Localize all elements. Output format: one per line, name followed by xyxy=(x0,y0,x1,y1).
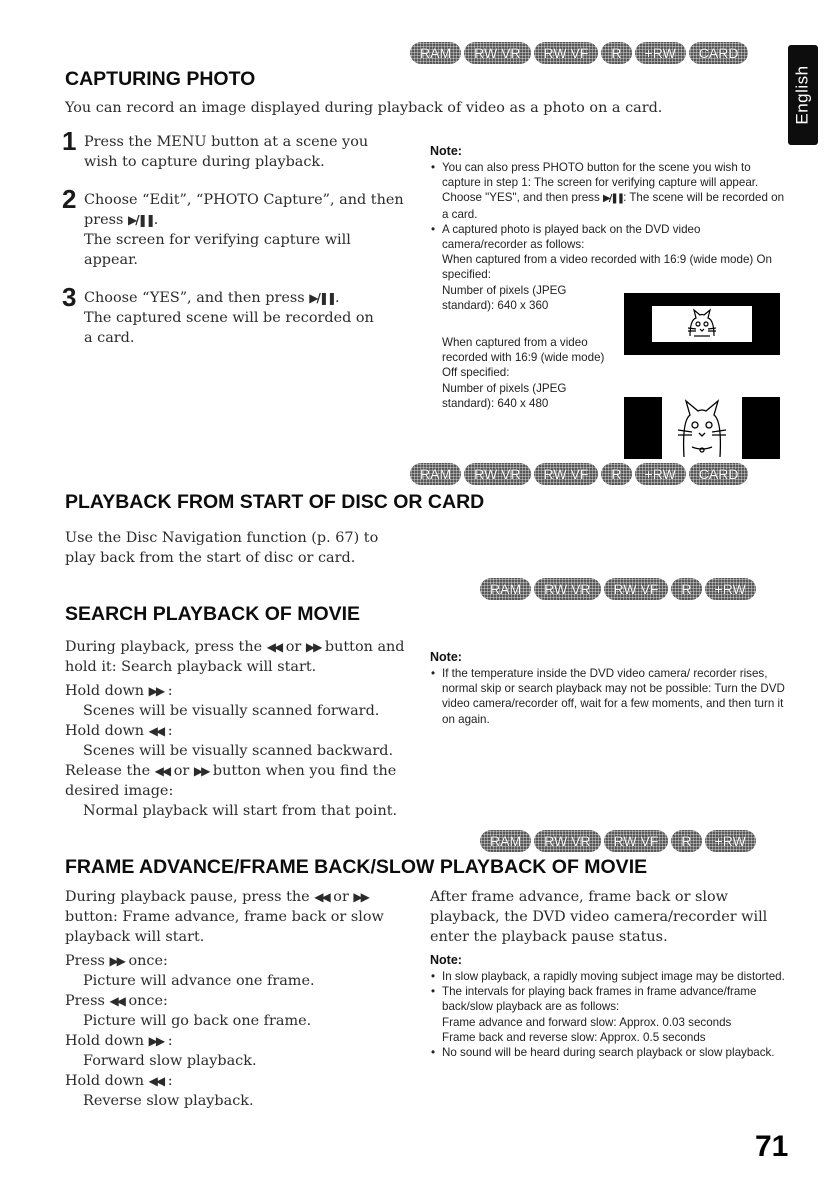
search-hold-rew-desc: Scenes will be visually scanned backward. xyxy=(83,743,394,759)
fast-forward-icon: ▶▶ xyxy=(305,640,321,654)
frame-hold-rew: Hold down ◀◀ : xyxy=(65,1073,173,1089)
capture-step-1 xyxy=(62,128,407,172)
rewind-icon: ◀◀ xyxy=(266,640,282,654)
capture-notes xyxy=(430,144,785,411)
fast-forward-icon: ▶▶ xyxy=(148,1034,164,1048)
note-wide-on-pixels: Number of pixels (JPEG standard): 640 x 360 xyxy=(442,283,567,312)
frame-hold-ff-desc: Forward slow playback. xyxy=(83,1053,257,1069)
badge-rw-vr: RW VR xyxy=(534,578,600,600)
search-intro: During playback, press the ◀◀ or ▶▶ button and hold it: Search playback will start. xyxy=(65,639,405,675)
badge-ram: RAM xyxy=(410,463,461,485)
step-text: Choose “Edit”, “PHOTO Capture”, and then press xyxy=(84,192,404,228)
cat-image-icon xyxy=(652,306,752,342)
note-wide-on: When captured from a video recorded with 16:9 (wide mode) On specified: xyxy=(442,253,772,282)
cat-image-icon xyxy=(662,397,742,459)
badge-plus-rw: +RW xyxy=(705,830,756,852)
note-heading: Note: xyxy=(430,144,462,158)
badge-plus-rw: +RW xyxy=(635,42,686,64)
badge-rw-vf: RW VF xyxy=(604,578,669,600)
capture-title: CAPTURING PHOTO xyxy=(65,68,256,90)
badge-rw-vr: RW VR xyxy=(534,830,600,852)
play-pause-icon: ▶/❚❚ xyxy=(309,291,335,305)
note-item: • A captured photo is played back on the DVD video camera/recorder as follows: When captured from a video recorded with 16:9 (wide mode) On specified: xyxy=(430,222,785,283)
note-wide-off: When captured from a video recorded with 16:9 (wide mode) Off specified: xyxy=(442,336,605,380)
rewind-icon: ◀◀ xyxy=(148,724,164,738)
fast-forward-icon: ▶▶ xyxy=(353,890,368,904)
badge-card: CARD xyxy=(689,42,749,64)
step-text-result: The screen for verifying capture will appear. xyxy=(84,232,351,268)
fast-forward-icon: ▶▶ xyxy=(109,954,124,968)
frame-after-text: After frame advance, frame back or slow playback, the DVD video camera/recorder will enter the playback pause status. xyxy=(430,889,768,945)
search-hold-rew: Hold down ◀◀ : xyxy=(65,723,173,739)
note-interval-forward: Frame advance and forward slow: Approx. 0.03 seconds xyxy=(442,1015,732,1029)
fast-forward-icon: ▶▶ xyxy=(148,684,164,698)
frame-press-rew-desc: Picture will go back one frame. xyxy=(83,1013,312,1029)
search-body xyxy=(65,637,415,821)
search-release: Release the ◀◀ or ▶▶ button when you find the desired image: xyxy=(65,763,397,799)
rewind-icon: ◀◀ xyxy=(109,994,124,1008)
badge-r: R xyxy=(671,578,701,600)
note-item: • In slow playback, a rapidly moving subject image may be distorted. xyxy=(430,969,785,984)
note-heading: Note: xyxy=(430,650,462,664)
frame-body xyxy=(65,887,395,1111)
frame-press-rew: Press ◀◀ once: xyxy=(65,993,168,1009)
badge-r: R xyxy=(671,830,701,852)
note-item: • If the temperature inside the DVD video camera/ recorder rises, normal skip or search playback may not be possible: Turn the DVD video camera/recorder off, wait for a few moments, and then turn it on again. xyxy=(430,666,785,727)
step-number: 2 xyxy=(62,184,77,214)
search-notes xyxy=(430,650,785,727)
badge-rw-vr: RW VR xyxy=(464,463,530,485)
step-text: Choose “YES”, and then press xyxy=(84,290,305,306)
note-item: • You can also press PHOTO button for the scene you wish to capture in step 1: The screen for verifying capture will appear. Choose "YES", and then press ▶/❚❚: The scene will be recorded on a card. xyxy=(430,160,785,222)
frame-notes xyxy=(430,953,785,1060)
badge-r: R xyxy=(601,42,631,64)
frame-press-ff-desc: Picture will advance one frame. xyxy=(83,973,315,989)
note-item: • The intervals for playing back frames in frame advance/frame back/slow playback are as follows: Frame advance and forward slow: Approx. 0.03 seconds Frame back and reverse slow: Approx. 0.5 seconds xyxy=(430,984,785,1045)
note-interval-back: Frame back and reverse slow: Approx. 0.5 seconds xyxy=(442,1030,706,1044)
playback-start-title: PLAYBACK FROM START OF DISC OR CARD xyxy=(65,491,485,513)
capture-steps xyxy=(62,128,407,348)
note-wide-off-pixels: Number of pixels (JPEG standard): 640 x 480 xyxy=(442,381,567,410)
badge-ram: RAM xyxy=(410,42,461,64)
badge-rw-vf: RW VF xyxy=(534,42,599,64)
step-text: Press the MENU button at a scene you wish to capture during playback. xyxy=(84,134,369,170)
badge-rw-vf: RW VF xyxy=(534,463,599,485)
screen-4-3-illustration xyxy=(624,397,780,459)
step-text-result: The captured scene will be recorded on a card. xyxy=(84,310,374,346)
page-number: 71 xyxy=(755,1130,789,1163)
rewind-icon: ◀◀ xyxy=(314,890,329,904)
capture-intro: You can record an image displayed during playback of video as a photo on a card. xyxy=(65,100,663,116)
capture-step-2: 2 Choose “Edit”, “PHOTO Capture”, and then press ▶/❚❚. The screen for verifying capture will appear. xyxy=(62,184,404,268)
play-pause-icon: ▶/❚❚ xyxy=(603,193,624,205)
disc-badges-playback-start xyxy=(410,463,748,485)
search-hold-ff-desc: Scenes will be visually scanned forward. xyxy=(83,703,380,719)
note-item: • No sound will be heard during search playback or slow playback. xyxy=(430,1045,785,1060)
badge-card: CARD xyxy=(689,463,749,485)
badge-r: R xyxy=(601,463,631,485)
badge-rw-vf: RW VF xyxy=(604,830,669,852)
badge-plus-rw: +RW xyxy=(635,463,686,485)
playback-start-text: Use the Disc Navigation function (p. 67) to play back from the start of disc or card. xyxy=(65,530,379,566)
badge-ram: RAM xyxy=(480,578,531,600)
frame-hold-ff: Hold down ▶▶ : xyxy=(65,1033,173,1049)
language-tab-label: English xyxy=(793,65,813,125)
step-number: 1 xyxy=(62,126,77,156)
play-pause-icon: ▶/❚❚ xyxy=(127,213,154,227)
search-release-desc: Normal playback will start from that point. xyxy=(83,803,398,819)
capture-step-3: 3 Choose “YES”, and then press ▶/❚❚. The captured scene will be recorded on a card. xyxy=(62,282,374,346)
rewind-icon: ◀◀ xyxy=(154,764,170,778)
badge-rw-vr: RW VR xyxy=(464,42,530,64)
rewind-icon: ◀◀ xyxy=(148,1074,164,1088)
frame-title: FRAME ADVANCE/FRAME BACK/SLOW PLAYBACK OF MOVIE xyxy=(65,856,648,878)
frame-hold-rew-desc: Reverse slow playback. xyxy=(83,1093,254,1109)
frame-press-ff: Press ▶▶ once: xyxy=(65,953,168,969)
search-hold-ff: Hold down ▶▶ : xyxy=(65,683,173,699)
disc-badges-capture xyxy=(410,42,748,64)
frame-intro: During playback pause, press the ◀◀ or ▶▶ button: Frame advance, frame back or slow playback will start. xyxy=(65,889,384,945)
badge-ram: RAM xyxy=(480,830,531,852)
disc-badges-search xyxy=(480,578,756,600)
fast-forward-icon: ▶▶ xyxy=(193,764,209,778)
disc-badges-frame xyxy=(480,830,756,852)
note-heading: Note: xyxy=(430,953,462,967)
screen-16-9-illustration xyxy=(624,293,780,355)
badge-plus-rw: +RW xyxy=(705,578,756,600)
search-title: SEARCH PLAYBACK OF MOVIE xyxy=(65,603,361,625)
language-tab xyxy=(788,45,818,145)
step-number: 3 xyxy=(62,282,77,312)
